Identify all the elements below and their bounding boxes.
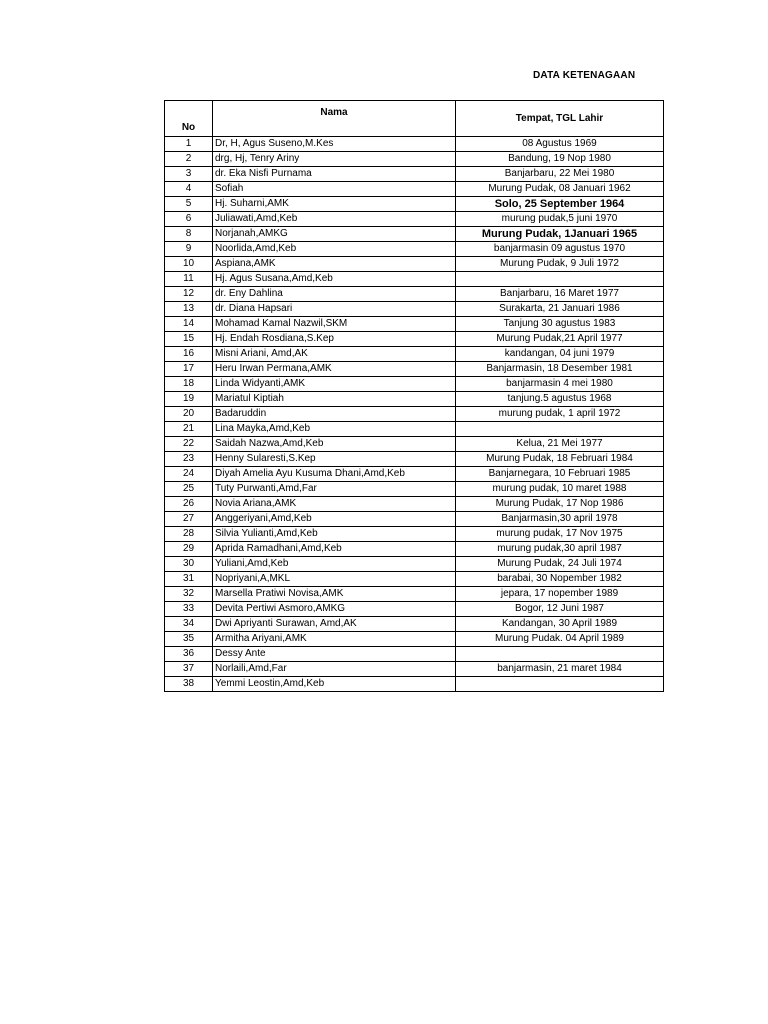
- table-row: [165, 452, 664, 467]
- row-tempat-tgl-lahir: banjarmasin 4 mei 1980: [456, 377, 664, 392]
- row-nama: dr. Diana Hapsari: [213, 302, 456, 317]
- row-tempat-tgl-lahir: barabai, 30 Nopember 1982: [456, 572, 664, 587]
- row-tempat-tgl-lahir: Banjarmasin, 18 Desember 1981: [456, 362, 664, 377]
- row-number: 16: [165, 347, 213, 362]
- row-nama: Badaruddin: [213, 407, 456, 422]
- row-number: 35: [165, 632, 213, 647]
- row-tempat-tgl-lahir: Murung Pudak, 1Januari 1965: [456, 227, 664, 242]
- row-number: 17: [165, 362, 213, 377]
- row-number: 2: [165, 152, 213, 167]
- row-nama: dr. Eka Nisfi Purnama: [213, 167, 456, 182]
- table-row: [165, 572, 664, 587]
- table-row: [165, 197, 664, 212]
- row-number: 21: [165, 422, 213, 437]
- table-row: [165, 242, 664, 257]
- row-number: 22: [165, 437, 213, 452]
- row-number: 30: [165, 557, 213, 572]
- table-row: [165, 497, 664, 512]
- row-number: 32: [165, 587, 213, 602]
- row-nama: Mohamad Kamal Nazwil,SKM: [213, 317, 456, 332]
- row-nama: Lina Mayka,Amd,Keb: [213, 422, 456, 437]
- row-nama: Armitha Ariyani,AMK: [213, 632, 456, 647]
- row-number: 26: [165, 497, 213, 512]
- row-nama: Aspiana,AMK: [213, 257, 456, 272]
- table-row: [165, 602, 664, 617]
- row-tempat-tgl-lahir: [456, 647, 664, 662]
- row-number: 13: [165, 302, 213, 317]
- table-row: [165, 512, 664, 527]
- table-row: [165, 257, 664, 272]
- row-tempat-tgl-lahir: [456, 422, 664, 437]
- row-nama: Juliawati,Amd,Keb: [213, 212, 456, 227]
- table-row: [165, 422, 664, 437]
- row-number: 24: [165, 467, 213, 482]
- row-tempat-tgl-lahir: tanjung.5 agustus 1968: [456, 392, 664, 407]
- row-tempat-tgl-lahir: Murung Pudak, 24 Juli 1974: [456, 557, 664, 572]
- table-row: [165, 137, 664, 152]
- row-nama: dr. Eny Dahlina: [213, 287, 456, 302]
- row-tempat-tgl-lahir: [456, 272, 664, 287]
- row-number: 1: [165, 137, 213, 152]
- row-nama: Dessy Ante: [213, 647, 456, 662]
- row-tempat-tgl-lahir: Surakarta, 21 Januari 1986: [456, 302, 664, 317]
- table-row: [165, 662, 664, 677]
- row-number: 38: [165, 677, 213, 692]
- table-row: [165, 587, 664, 602]
- row-number: 28: [165, 527, 213, 542]
- row-nama: Mariatul Kiptiah: [213, 392, 456, 407]
- table-row: [165, 272, 664, 287]
- table-row: [165, 302, 664, 317]
- row-number: 19: [165, 392, 213, 407]
- row-number: 27: [165, 512, 213, 527]
- row-number: 5: [165, 197, 213, 212]
- row-nama: Hj. Endah Rosdiana,S.Kep: [213, 332, 456, 347]
- row-tempat-tgl-lahir: Murung Pudak,21 April 1977: [456, 332, 664, 347]
- row-number: 37: [165, 662, 213, 677]
- row-tempat-tgl-lahir: [456, 677, 664, 692]
- row-nama: Hj. Suharni,AMK: [213, 197, 456, 212]
- row-nama: Norjanah,AMKG: [213, 227, 456, 242]
- row-nama: Dwi Apriyanti Surawan, Amd,AK: [213, 617, 456, 632]
- row-number: 18: [165, 377, 213, 392]
- table-row: [165, 152, 664, 167]
- table-row: [165, 227, 664, 242]
- row-nama: Dr, H, Agus Suseno,M.Kes: [213, 137, 456, 152]
- table-row: [165, 437, 664, 452]
- row-number: 12: [165, 287, 213, 302]
- row-nama: Saidah Nazwa,Amd,Keb: [213, 437, 456, 452]
- row-nama: Anggeriyani,Amd,Keb: [213, 512, 456, 527]
- table-row: [165, 362, 664, 377]
- row-tempat-tgl-lahir: murung pudak, 17 Nov 1975: [456, 527, 664, 542]
- row-tempat-tgl-lahir: Murung Pudak, 08 Januari 1962: [456, 182, 664, 197]
- row-nama: Marsella Pratiwi Novisa,AMK: [213, 587, 456, 602]
- row-number: 8: [165, 227, 213, 242]
- row-tempat-tgl-lahir: Banjarmasin,30 april 1978: [456, 512, 664, 527]
- column-header-tempat-tgl-lahir: Tempat, TGL Lahir: [456, 101, 664, 137]
- row-nama: Tuty Purwanti,Amd,Far: [213, 482, 456, 497]
- row-nama: Sofiah: [213, 182, 456, 197]
- row-tempat-tgl-lahir: Murung Pudak, 9 Juli 1972: [456, 257, 664, 272]
- row-nama: Novia Ariana,AMK: [213, 497, 456, 512]
- row-nama: Noorlida,Amd,Keb: [213, 242, 456, 257]
- table-row: [165, 332, 664, 347]
- row-nama: Norlaili,Amd,Far: [213, 662, 456, 677]
- row-number: 6: [165, 212, 213, 227]
- table-row: [165, 647, 664, 662]
- row-tempat-tgl-lahir: Banjarnegara, 10 Februari 1985: [456, 467, 664, 482]
- table-body: [165, 137, 664, 692]
- row-tempat-tgl-lahir: murung pudak, 1 april 1972: [456, 407, 664, 422]
- table-header-row: [165, 101, 664, 137]
- row-nama: Linda Widyanti,AMK: [213, 377, 456, 392]
- row-tempat-tgl-lahir: Murung Pudak. 04 April 1989: [456, 632, 664, 647]
- row-nama: Diyah Amelia Ayu Kusuma Dhani,Amd,Keb: [213, 467, 456, 482]
- table-row: [165, 482, 664, 497]
- row-tempat-tgl-lahir: murung pudak,30 april 1987: [456, 542, 664, 557]
- table-row: [165, 542, 664, 557]
- table-row: [165, 407, 664, 422]
- row-number: 33: [165, 602, 213, 617]
- row-number: 31: [165, 572, 213, 587]
- row-tempat-tgl-lahir: banjarmasin 09 agustus 1970: [456, 242, 664, 257]
- table-row: [165, 617, 664, 632]
- table-row: [165, 377, 664, 392]
- table-row: [165, 212, 664, 227]
- row-tempat-tgl-lahir: Murung Pudak, 17 Nop 1986: [456, 497, 664, 512]
- row-nama: Devita Pertiwi Asmoro,AMKG: [213, 602, 456, 617]
- row-nama: Aprida Ramadhani,Amd,Keb: [213, 542, 456, 557]
- row-nama: Yuliani,Amd,Keb: [213, 557, 456, 572]
- row-tempat-tgl-lahir: Kelua, 21 Mei 1977: [456, 437, 664, 452]
- row-nama: drg, Hj, Tenry Ariny: [213, 152, 456, 167]
- table-row: [165, 527, 664, 542]
- row-tempat-tgl-lahir: kandangan, 04 juni 1979: [456, 347, 664, 362]
- table-row: [165, 182, 664, 197]
- row-tempat-tgl-lahir: jepara, 17 nopember 1989: [456, 587, 664, 602]
- table-row: [165, 392, 664, 407]
- table-row: [165, 677, 664, 692]
- row-nama: Heru Irwan Permana,AMK: [213, 362, 456, 377]
- table-row: [165, 557, 664, 572]
- row-number: 34: [165, 617, 213, 632]
- row-number: 14: [165, 317, 213, 332]
- row-tempat-tgl-lahir: banjarmasin, 21 maret 1984: [456, 662, 664, 677]
- row-nama: Yemmi Leostin,Amd,Keb: [213, 677, 456, 692]
- row-tempat-tgl-lahir: 08 Agustus 1969: [456, 137, 664, 152]
- row-number: 10: [165, 257, 213, 272]
- row-nama: Hj. Agus Susana,Amd,Keb: [213, 272, 456, 287]
- document-title: DATA KETENAGAAN: [533, 70, 636, 81]
- row-tempat-tgl-lahir: murung pudak, 10 maret 1988: [456, 482, 664, 497]
- row-tempat-tgl-lahir: Kandangan, 30 April 1989: [456, 617, 664, 632]
- row-tempat-tgl-lahir: Tanjung 30 agustus 1983: [456, 317, 664, 332]
- table-row: [165, 632, 664, 647]
- row-nama: Henny Sularesti,S.Kep: [213, 452, 456, 467]
- row-tempat-tgl-lahir: murung pudak,5 juni 1970: [456, 212, 664, 227]
- row-number: 15: [165, 332, 213, 347]
- row-number: 29: [165, 542, 213, 557]
- table-row: [165, 167, 664, 182]
- row-tempat-tgl-lahir: Bogor, 12 Juni 1987: [456, 602, 664, 617]
- row-number: 9: [165, 242, 213, 257]
- row-nama: Misni Ariani, Amd,AK: [213, 347, 456, 362]
- row-tempat-tgl-lahir: Murung Pudak, 18 Februari 1984: [456, 452, 664, 467]
- row-tempat-tgl-lahir: Banjarbaru, 16 Maret 1977: [456, 287, 664, 302]
- staff-table: [164, 100, 664, 692]
- row-number: 11: [165, 272, 213, 287]
- table-row: [165, 347, 664, 362]
- row-number: 23: [165, 452, 213, 467]
- row-tempat-tgl-lahir: Banjarbaru, 22 Mei 1980: [456, 167, 664, 182]
- row-nama: Silvia Yulianti,Amd,Keb: [213, 527, 456, 542]
- column-header-nama: Nama: [213, 101, 456, 137]
- row-number: 3: [165, 167, 213, 182]
- row-tempat-tgl-lahir: Bandung, 19 Nop 1980: [456, 152, 664, 167]
- table-row: [165, 467, 664, 482]
- column-header-no: No: [165, 101, 213, 137]
- row-number: 4: [165, 182, 213, 197]
- table-row: [165, 287, 664, 302]
- row-number: 25: [165, 482, 213, 497]
- row-number: 20: [165, 407, 213, 422]
- table-row: [165, 317, 664, 332]
- row-tempat-tgl-lahir: Solo, 25 September 1964: [456, 197, 664, 212]
- row-nama: Nopriyani,A,MKL: [213, 572, 456, 587]
- row-number: 36: [165, 647, 213, 662]
